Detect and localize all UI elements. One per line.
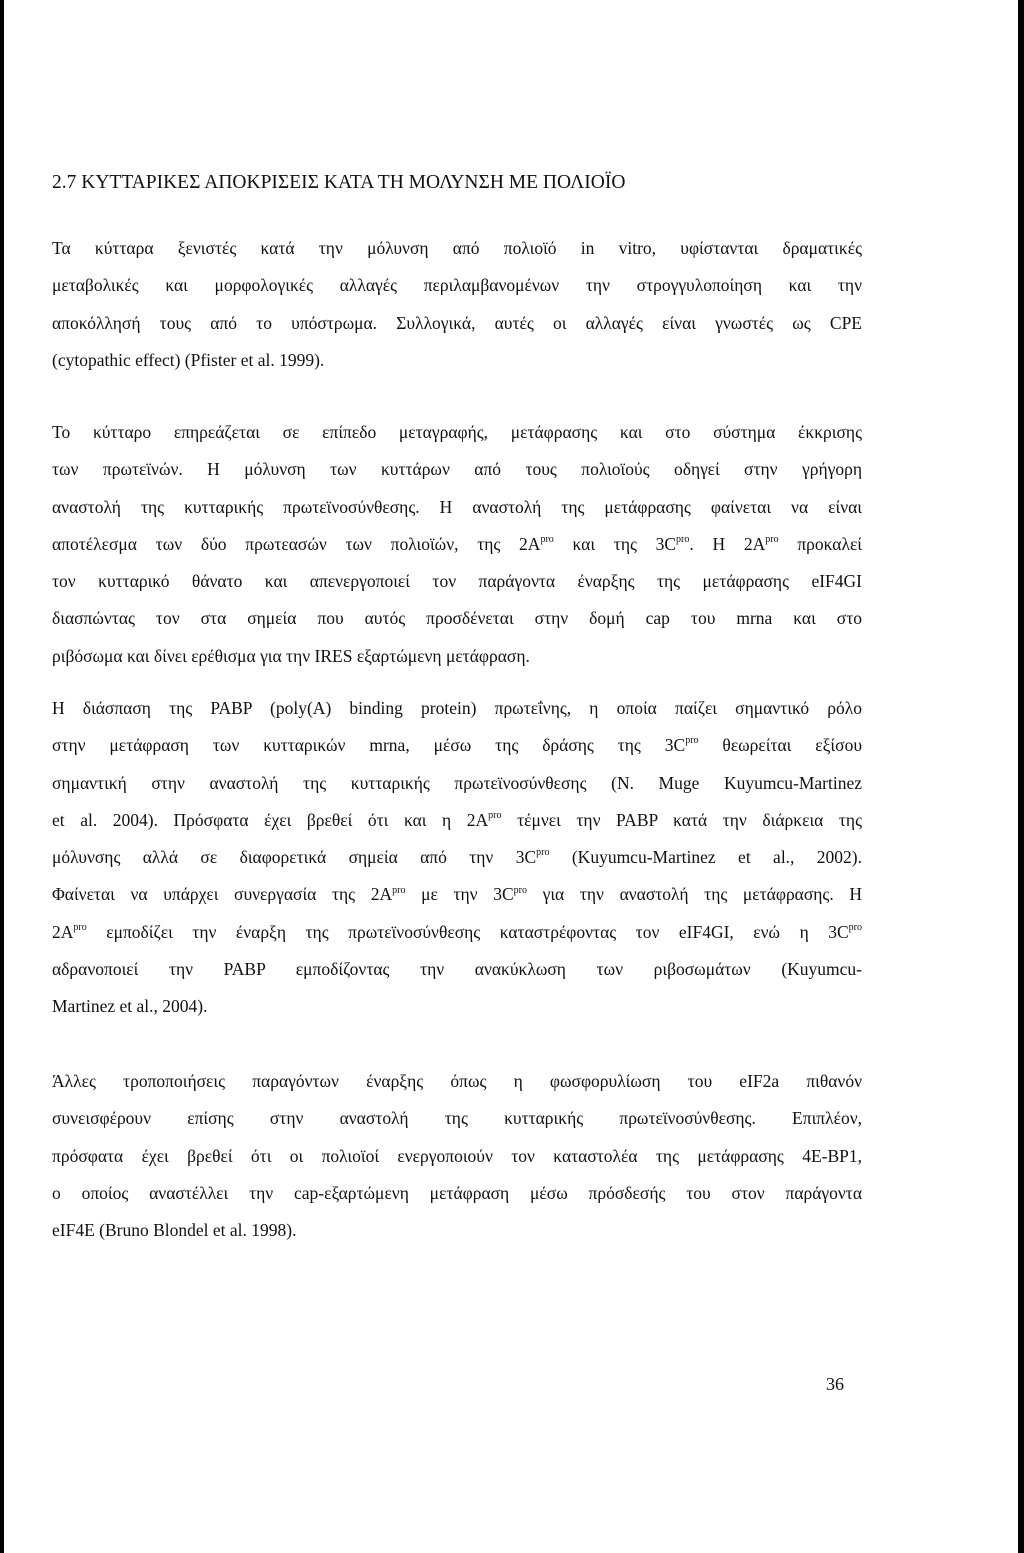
text-segment: στην μετάφραση των κυτταρικών mrna, μέσω της δράσης της 3C bbox=[52, 735, 686, 756]
text-line: αναστολή της κυτταρικής πρωτεϊνοσύνθεσης. Η αναστολή της μετάφρασης φαίνεται να είναι bbox=[52, 496, 862, 517]
text-line: διασπώντας τον στα σημεία που αυτός προσδένεται στην δομή cap του mrna και στο bbox=[52, 608, 862, 629]
text-line bbox=[52, 914, 862, 951]
text-line: αποκόλλησή τους από το υπόστρωμα. Συλλογικά, αυτές οι αλλαγές είναι γνωστές ως CPE bbox=[52, 312, 862, 333]
text-line: αδρανοποιεί την PABP εμποδίζοντας την ανακύκλωση των ριβοσωμάτων (Kuyumcu- bbox=[52, 959, 862, 980]
scan-border-left bbox=[0, 0, 4, 1553]
paragraph-3 bbox=[52, 690, 862, 1026]
superscript: pro bbox=[513, 884, 527, 896]
text-line: συνεισφέρουν επίσης στην αναστολή της κυτταρικής πρωτεϊνοσύνθεσης. Επιπλέον, bbox=[52, 1108, 862, 1129]
text-line: τον κυτταρικό θάνατο και απενεργοποιεί τον παράγοντα έναρξης της μετάφρασης eIF4GI bbox=[52, 571, 862, 592]
text-segment: αποτέλεσμα των δύο πρωτεασών των πολιοϊών, της 2A bbox=[52, 533, 541, 554]
text-line bbox=[52, 802, 862, 839]
paragraph-1 bbox=[52, 230, 862, 379]
text-line: Άλλες τροποποιήσεις παραγόντων έναρξης όπως η φωσφορυλίωση του eIF2a πιθανόν bbox=[52, 1071, 862, 1091]
text-line: (cytopathic effect) (Pfister et al. 1999). bbox=[52, 349, 325, 370]
superscript: pro bbox=[73, 921, 87, 933]
text-segment: τέμνει την PABP κατά την διάρκεια της bbox=[501, 809, 863, 830]
text-line: eIF4E (Bruno Blondel et al. 1998). bbox=[52, 1220, 297, 1241]
superscript: pro bbox=[488, 810, 502, 822]
text-segment: με την 3C bbox=[405, 884, 514, 905]
text-segment: για την αναστολή της μετάφρασης. Η bbox=[526, 884, 863, 905]
superscript: pro bbox=[540, 534, 554, 546]
superscript: pro bbox=[685, 735, 699, 747]
superscript: pro bbox=[765, 534, 779, 546]
text-line: σημαντική στην αναστολή της κυτταρικής πρωτεϊνοσύνθεσης (N. Muge Kuyumcu-Martinez bbox=[52, 772, 862, 793]
text-segment: θεωρείται εξίσου bbox=[698, 735, 862, 756]
text-line: πρόσφατα έχει βρεθεί ότι οι πολιοϊοί ενεργοποιούν τον καταστολέα της μετάφρασης 4E-BP1, bbox=[52, 1145, 862, 1166]
page-number: 36 bbox=[826, 1374, 844, 1394]
text-line bbox=[52, 727, 862, 764]
text-line: Το κύτταρο επηρεάζεται σε επίπεδο μεταγραφής, μετάφρασης και στο σύστημα έκκρισης bbox=[52, 422, 862, 442]
text-line bbox=[52, 839, 862, 876]
text-segment: (Kuyumcu-Martinez et al., 2002). bbox=[549, 847, 862, 868]
text-segment: μόλυνσης αλλά σε διαφορετικά σημεία από την 3C bbox=[52, 847, 537, 868]
text-segment: και της 3C bbox=[553, 533, 677, 554]
section-heading: 2.7 ΚΥΤΤΑΡΙΚΕΣ ΑΠΟΚΡΙΣΕΙΣ ΚΑΤΑ ΤΗ ΜΟΛΥΝΣΗ ΜΕ ΠΟΛΙΟΪΟ bbox=[52, 172, 626, 193]
text-line: Η διάσπαση της PABP (poly(A) binding protein) πρωτεΐνης, η οποία παίζει σημαντικό ρόλο bbox=[52, 698, 862, 718]
text-line: μεταβολικές και μορφολογικές αλλαγές περιλαμβανομένων την στρογγυλοποίηση και την bbox=[52, 275, 862, 296]
text-segment: et al. 2004). Πρόσφατα έχει βρεθεί ότι και η 2A bbox=[52, 809, 489, 830]
text-line: των πρωτεϊνών. Η μόλυνση των κυττάρων από τους πολιοϊούς οδηγεί στην γρήγορη bbox=[52, 459, 862, 480]
superscript: pro bbox=[536, 847, 550, 859]
text-line: ο οποίος αναστέλλει την cap-εξαρτώμενη μετάφραση μέσω πρόσδεσής του στον παράγοντα bbox=[52, 1182, 862, 1203]
text-segment: προκαλεί bbox=[778, 533, 863, 554]
superscript: pro bbox=[848, 921, 862, 933]
paragraph-4 bbox=[52, 1063, 862, 1249]
text-segment: 2A bbox=[52, 921, 74, 942]
text-line: Τα κύτταρα ξενιστές κατά την μόλυνση από πολιοϊό in vitro, υφίστανται δραματικές bbox=[52, 238, 862, 258]
scan-border-right bbox=[1018, 0, 1024, 1553]
text-line bbox=[52, 876, 862, 913]
text-line: ριβόσωμα και δίνει ερέθισμα για την IRES εξαρτώμενη μετάφραση. bbox=[52, 645, 530, 666]
paragraph-2 bbox=[52, 414, 862, 675]
text-line bbox=[52, 526, 862, 563]
superscript: pro bbox=[676, 534, 690, 546]
text-segment: Φαίνεται να υπάρχει συνεργασία της 2A bbox=[52, 884, 393, 905]
text-line: Martinez et al., 2004). bbox=[52, 996, 208, 1017]
text-segment: εμποδίζει την έναρξη της πρωτεϊνοσύνθεσης καταστρέφοντας τον eIF4GI, ενώ η 3C bbox=[86, 921, 849, 942]
text-segment: . Η 2A bbox=[689, 533, 766, 554]
superscript: pro bbox=[392, 884, 406, 896]
